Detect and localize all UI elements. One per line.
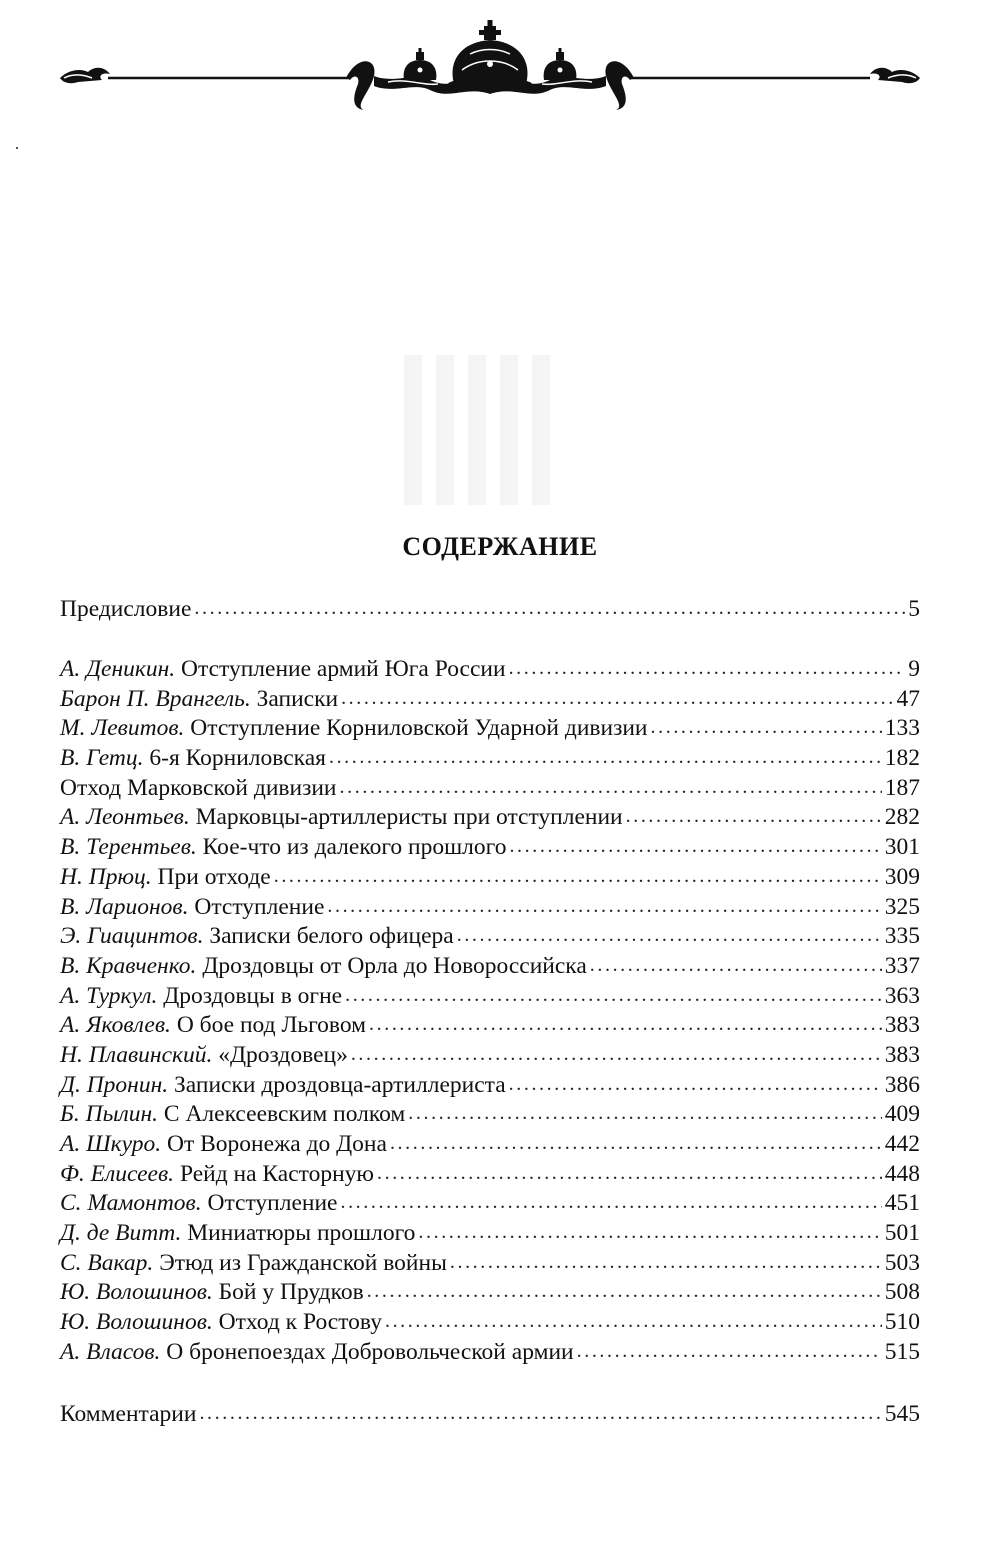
- dot-leader: [509, 1070, 882, 1100]
- dot-leader: [418, 1218, 881, 1248]
- toc-entry-author: В. Кравченко.: [60, 952, 197, 979]
- toc-entry-author: В. Терентьев.: [60, 834, 197, 861]
- toc-entry-title: С Алексеевским полком: [163, 1101, 406, 1128]
- toc-entry: [60, 1071, 920, 1101]
- toc-entry: [60, 685, 920, 715]
- toc-entry-author: М. Левитов.: [60, 715, 185, 742]
- dot-leader: [194, 594, 905, 624]
- toc-entry-title: Отступление: [194, 893, 325, 920]
- toc-entry: [60, 982, 920, 1012]
- toc-entry-author: Б. Пылин.: [60, 1101, 159, 1128]
- toc-entry-text: [60, 774, 337, 804]
- page-title: СОДЕРЖАНИЕ: [402, 532, 598, 561]
- toc-entry-page: 282: [884, 804, 920, 831]
- toc-entry-page: 501: [884, 1220, 920, 1247]
- toc-front-matter: [60, 595, 920, 625]
- toc-entry-page: 386: [884, 1071, 920, 1098]
- toc-entry: [60, 1278, 920, 1308]
- toc-entry-title: Миниатюры прошлого: [187, 1220, 416, 1247]
- toc-entry-text: [60, 1100, 405, 1130]
- dot-leader: [457, 921, 882, 951]
- toc-entry-text: [60, 744, 326, 774]
- toc-entry-page: 510: [884, 1309, 920, 1336]
- dot-leader: [651, 713, 882, 743]
- toc-entry-text: [60, 1400, 196, 1430]
- dot-leader: [345, 981, 882, 1011]
- toc-entry-title: Предисловие: [60, 596, 192, 622]
- toc-entry-page: 409: [884, 1101, 920, 1128]
- toc-entry-author: Ю. Волошинов.: [60, 1279, 213, 1306]
- toc-entry-text: [60, 803, 623, 833]
- toc-entry-text: [60, 922, 454, 952]
- toc-entry: [60, 922, 920, 952]
- dot-leader: [390, 1129, 882, 1159]
- toc-entry-text: [60, 982, 342, 1012]
- toc-entry-title: При отходе: [157, 863, 271, 890]
- toc-entry-title: О бое под Льговом: [176, 1012, 367, 1039]
- toc-entry: [60, 1100, 920, 1130]
- toc-entry: [60, 1219, 920, 1249]
- toc-entry-text: [60, 833, 506, 863]
- toc-entry-page: 9: [908, 656, 920, 682]
- toc-entry-page: 363: [884, 982, 920, 1009]
- toc-entry-title: Дроздовцы от Орла до Новороссийска: [202, 952, 587, 979]
- toc-entry-text: [60, 1130, 387, 1160]
- dot-leader: [590, 951, 882, 981]
- toc-entry-author: А. Туркул.: [60, 982, 158, 1009]
- toc-entry-page: 545: [884, 1401, 920, 1427]
- toc-entry-text: [60, 952, 587, 982]
- toc-entry-title: Отступление армий Юга России: [181, 656, 506, 682]
- toc-entry-page: 335: [884, 923, 920, 950]
- toc-entry-text: [60, 893, 324, 923]
- toc-entry-title: Комментарии: [60, 1401, 197, 1427]
- toc-entry-title: От Воронежа до Дона: [166, 1131, 387, 1157]
- toc-entry: [60, 952, 920, 982]
- dot-leader: [509, 832, 881, 862]
- toc-entry-page: 451: [884, 1190, 920, 1217]
- toc-entry-title: Отход к Ростову: [218, 1309, 382, 1336]
- dot-leader: [509, 654, 906, 684]
- toc-entry-author: С. Мамонтов.: [60, 1190, 202, 1217]
- toc-entry-author: Ф. Елисеев.: [60, 1160, 175, 1187]
- toc-entry-page: 325: [884, 893, 920, 920]
- toc-entry: [60, 1338, 920, 1368]
- toc-entry-title: Отход Марковской дивизии: [60, 774, 337, 801]
- toc-entry-author: В. Ларионов.: [60, 893, 189, 920]
- toc-entry-title: «Дроздовец»: [218, 1041, 348, 1068]
- toc-entry-text: [60, 714, 648, 744]
- toc-entry-title: 6-я Корниловская: [149, 745, 326, 772]
- toc-entry-text: [60, 595, 191, 625]
- toc-entry: [60, 803, 920, 833]
- toc-entry-text: [60, 1189, 337, 1219]
- toc-entry-page: 515: [884, 1338, 920, 1365]
- toc-entry: [60, 714, 920, 744]
- dot-leader: [329, 743, 882, 773]
- toc-entry-page: 309: [884, 863, 920, 890]
- toc-entry-page: 182: [884, 745, 920, 772]
- toc-entry: [60, 1249, 920, 1279]
- toc-entry-text: [60, 863, 271, 893]
- toc-main-list: [60, 655, 920, 1368]
- toc-entry-text: [60, 1160, 374, 1190]
- toc-entry: [60, 595, 920, 625]
- toc-entry-author: С. Вакар.: [60, 1249, 154, 1276]
- dot-leader: [341, 684, 893, 714]
- toc-entry-title: Отступление: [207, 1190, 338, 1217]
- toc-entry-text: [60, 1249, 447, 1279]
- toc-entry-page: 508: [884, 1279, 920, 1306]
- scan-speck: [16, 147, 18, 149]
- dot-leader: [626, 802, 882, 832]
- toc-entry: [60, 893, 920, 923]
- toc-entry-page: 337: [884, 952, 920, 979]
- toc-entry-author: Ю. Волошинов.: [60, 1309, 213, 1336]
- toc-entry: [60, 1160, 920, 1190]
- dot-leader: [340, 1188, 881, 1218]
- dot-leader: [340, 773, 882, 803]
- toc-entry-page: 442: [884, 1131, 920, 1157]
- dot-leader: [385, 1307, 882, 1337]
- toc-entry-author: Д. Пронин.: [60, 1071, 169, 1098]
- toc-entry-page: 301: [884, 834, 920, 861]
- toc-entry-text: [60, 1308, 382, 1338]
- crowns-and-ribbons-ornament-icon: [58, 14, 922, 110]
- toc-entry-title: Кое-что из далекого прошлого: [202, 834, 507, 861]
- toc-entry-title: Записки белого офицера: [209, 923, 454, 950]
- toc-entry: [60, 1130, 920, 1160]
- toc-entry-author: А. Шкуро.: [60, 1131, 162, 1157]
- toc-entry-author: Н. Прюц.: [60, 863, 152, 890]
- toc-entry: [60, 863, 920, 893]
- toc-entry-text: [60, 1071, 506, 1101]
- toc-entry: [60, 833, 920, 863]
- toc-entry: [60, 744, 920, 774]
- toc-entry-title: Марковцы-артиллеристы при отступлении: [195, 804, 623, 831]
- toc-entry-author: Н. Плавинский.: [60, 1041, 213, 1068]
- toc-entry-text: [60, 1011, 366, 1041]
- toc-entry-text: [60, 1338, 574, 1368]
- toc-entry-title: Дроздовцы в огне: [163, 982, 343, 1009]
- toc-entry-text: [60, 1041, 348, 1071]
- toc-entry-title: Записки: [256, 685, 339, 712]
- toc-entry-title: О бронепоездах Добровольческой армии: [166, 1338, 574, 1365]
- toc-entry-title: Записки дроздовца-артиллериста: [174, 1071, 506, 1098]
- toc-entry-page: 5: [908, 596, 920, 622]
- toc-entry: [60, 1400, 920, 1430]
- toc-entry-author: А. Яковлев.: [60, 1012, 171, 1039]
- toc-entry-author: В. Гетц.: [60, 745, 144, 772]
- dot-leader: [369, 1010, 882, 1040]
- dot-leader: [351, 1040, 882, 1070]
- toc-entry-author: А. Деникин.: [60, 656, 176, 682]
- toc-entry: [60, 1308, 920, 1338]
- toc-entry-page: 448: [884, 1160, 920, 1187]
- toc-entry-title: Бой у Прудков: [218, 1279, 364, 1306]
- faint-watermark-icon: [396, 345, 578, 517]
- dot-leader: [450, 1248, 882, 1278]
- toc-entry-author: Э. Гиацинтов.: [60, 923, 204, 950]
- dot-leader: [327, 892, 881, 922]
- toc-entry-page: 187: [884, 774, 920, 801]
- toc-entry-text: [60, 655, 506, 685]
- toc-entry-text: [60, 1278, 364, 1308]
- toc-entry-page: 503: [884, 1249, 920, 1276]
- dot-leader: [377, 1159, 882, 1189]
- toc-entry-title: Рейд на Касторную: [179, 1160, 374, 1187]
- toc-entry: [60, 1011, 920, 1041]
- toc-entry-author: Барон П. Врангель.: [60, 685, 251, 712]
- toc-entry-author: А. Леонтьев.: [60, 804, 190, 831]
- toc-back-matter: [60, 1400, 920, 1430]
- toc-entry-text: [60, 1219, 415, 1249]
- dot-leader: [274, 862, 882, 892]
- toc-entry: [60, 1041, 920, 1071]
- toc-entry-title: Отступление Корниловской Ударной дивизии: [190, 715, 648, 742]
- dot-leader: [199, 1399, 881, 1429]
- toc-entry-author: А. Власов.: [60, 1338, 161, 1365]
- toc-entry-page: 47: [896, 685, 920, 712]
- dot-leader: [367, 1277, 882, 1307]
- dot-leader: [577, 1337, 882, 1367]
- toc-entry: [60, 774, 920, 804]
- toc-entry-page: 383: [884, 1041, 920, 1068]
- dot-leader: [408, 1099, 881, 1129]
- toc-entry-title: Этюд из Гражданской войны: [159, 1249, 447, 1276]
- toc-entry-page: 133: [884, 715, 920, 742]
- toc-entry: [60, 1189, 920, 1219]
- toc-entry-text: [60, 685, 338, 715]
- toc-entry-page: 383: [884, 1012, 920, 1039]
- toc-entry: [60, 655, 920, 685]
- toc-entry-author: Д. де Витт.: [60, 1220, 182, 1247]
